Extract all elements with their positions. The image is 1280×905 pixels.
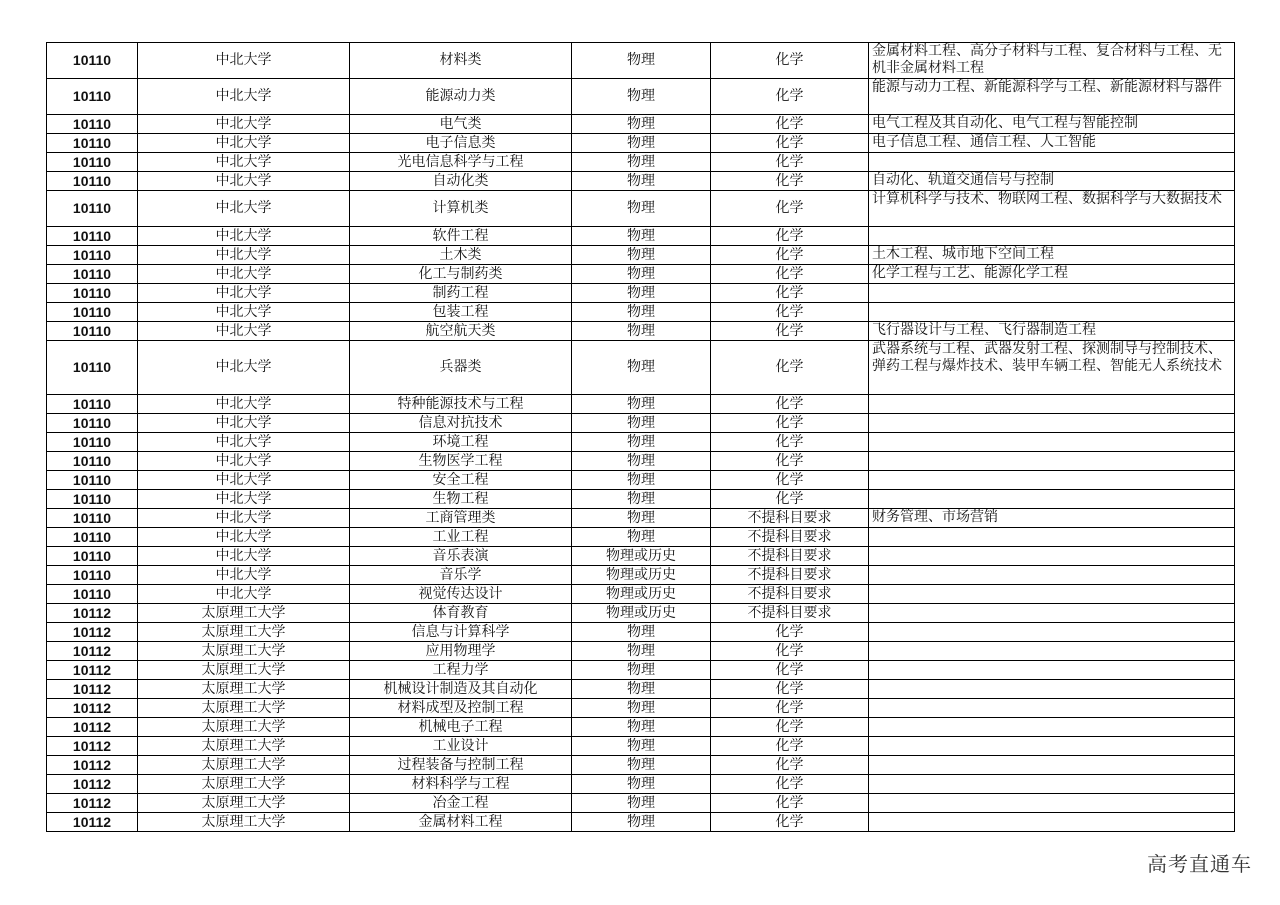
cell-school-code: 10112 [47,737,138,756]
cell-major: 视觉传达设计 [350,585,572,604]
cell-included-majors [869,153,1235,172]
cell-second-subject: 化学 [711,661,869,680]
cell-school-name: 中北大学 [138,547,350,566]
cell-major: 冶金工程 [350,794,572,813]
cell-school-name: 太原理工大学 [138,604,350,623]
cell-major: 航空航天类 [350,322,572,341]
cell-school-code: 10110 [47,134,138,153]
cell-included-majors [869,737,1235,756]
cell-second-subject: 化学 [711,642,869,661]
cell-included-majors [869,585,1235,604]
cell-school-code: 10110 [47,490,138,509]
cell-major: 能源动力类 [350,79,572,115]
cell-second-subject: 化学 [711,284,869,303]
cell-first-subject: 物理 [572,433,711,452]
cell-included-majors [869,471,1235,490]
cell-school-name: 中北大学 [138,191,350,227]
cell-school-code: 10110 [47,43,138,79]
table-body [47,43,1235,832]
cell-school-code: 10112 [47,680,138,699]
cell-second-subject: 化学 [711,43,869,79]
cell-second-subject: 化学 [711,623,869,642]
cell-first-subject: 物理 [572,322,711,341]
cell-second-subject: 化学 [711,341,869,395]
table-row [47,303,1235,322]
cell-school-name: 太原理工大学 [138,718,350,737]
table-row [47,604,1235,623]
cell-school-code: 10110 [47,414,138,433]
cell-major: 计算机类 [350,191,572,227]
cell-school-code: 10110 [47,115,138,134]
cell-school-code: 10110 [47,284,138,303]
cell-included-majors [869,604,1235,623]
cell-major: 自动化类 [350,172,572,191]
cell-major: 信息对抗技术 [350,414,572,433]
cell-school-name: 太原理工大学 [138,661,350,680]
cell-school-name: 中北大学 [138,341,350,395]
cell-first-subject: 物理 [572,341,711,395]
table-row [47,509,1235,528]
cell-included-majors [869,642,1235,661]
cell-first-subject: 物理 [572,490,711,509]
cell-major: 体育教育 [350,604,572,623]
cell-school-name: 中北大学 [138,322,350,341]
cell-first-subject: 物理 [572,265,711,284]
cell-major: 环境工程 [350,433,572,452]
cell-school-code: 10112 [47,604,138,623]
table-row [47,718,1235,737]
table-row [47,528,1235,547]
cell-school-code: 10110 [47,322,138,341]
table-row [47,341,1235,395]
table-row [47,79,1235,115]
cell-school-name: 中北大学 [138,414,350,433]
cell-major: 光电信息科学与工程 [350,153,572,172]
cell-major: 安全工程 [350,471,572,490]
cell-first-subject: 物理 [572,623,711,642]
table-row [47,395,1235,414]
cell-second-subject: 化学 [711,452,869,471]
cell-included-majors [869,680,1235,699]
cell-included-majors: 土木工程、城市地下空间工程 [869,246,1235,265]
cell-second-subject: 化学 [711,699,869,718]
table-row [47,775,1235,794]
cell-first-subject: 物理或历史 [572,585,711,604]
table-row [47,227,1235,246]
cell-first-subject: 物理 [572,509,711,528]
cell-major: 土木类 [350,246,572,265]
cell-major: 工商管理类 [350,509,572,528]
cell-major: 材料成型及控制工程 [350,699,572,718]
cell-school-name: 中北大学 [138,284,350,303]
cell-school-code: 10112 [47,794,138,813]
cell-school-name: 中北大学 [138,471,350,490]
cell-major: 工业设计 [350,737,572,756]
cell-included-majors [869,227,1235,246]
table-row [47,191,1235,227]
cell-first-subject: 物理 [572,699,711,718]
cell-included-majors [869,452,1235,471]
cell-second-subject: 化学 [711,303,869,322]
cell-included-majors [869,284,1235,303]
cell-included-majors: 能源与动力工程、新能源科学与工程、新能源材料与器件 [869,79,1235,115]
cell-second-subject: 化学 [711,134,869,153]
table-row [47,642,1235,661]
cell-first-subject: 物理 [572,191,711,227]
cell-school-name: 中北大学 [138,265,350,284]
cell-school-code: 10112 [47,699,138,718]
cell-second-subject: 化学 [711,490,869,509]
cell-second-subject: 化学 [711,191,869,227]
cell-school-name: 中北大学 [138,153,350,172]
cell-school-name: 中北大学 [138,227,350,246]
table-row [47,265,1235,284]
cell-second-subject: 化学 [711,794,869,813]
cell-first-subject: 物理 [572,115,711,134]
cell-major: 机械电子工程 [350,718,572,737]
cell-school-name: 中北大学 [138,172,350,191]
cell-second-subject: 化学 [711,227,869,246]
cell-school-name: 中北大学 [138,433,350,452]
cell-major: 工业工程 [350,528,572,547]
cell-school-code: 10110 [47,341,138,395]
cell-second-subject: 化学 [711,246,869,265]
cell-first-subject: 物理 [572,775,711,794]
table-row [47,414,1235,433]
cell-second-subject: 化学 [711,680,869,699]
table-row [47,699,1235,718]
cell-school-code: 10112 [47,813,138,832]
table-row [47,566,1235,585]
cell-school-name: 太原理工大学 [138,775,350,794]
cell-school-code: 10110 [47,191,138,227]
cell-first-subject: 物理 [572,153,711,172]
cell-school-code: 10112 [47,642,138,661]
cell-first-subject: 物理 [572,471,711,490]
cell-school-name: 中北大学 [138,115,350,134]
cell-first-subject: 物理 [572,680,711,699]
cell-second-subject: 化学 [711,813,869,832]
cell-first-subject: 物理 [572,452,711,471]
cell-included-majors: 飞行器设计与工程、飞行器制造工程 [869,322,1235,341]
cell-major: 音乐学 [350,566,572,585]
cell-school-code: 10110 [47,509,138,528]
cell-first-subject: 物理 [572,528,711,547]
cell-included-majors [869,303,1235,322]
cell-major: 工程力学 [350,661,572,680]
cell-major: 制药工程 [350,284,572,303]
cell-first-subject: 物理 [572,79,711,115]
cell-included-majors [869,623,1235,642]
cell-school-code: 10110 [47,528,138,547]
table-row [47,134,1235,153]
table-row [47,433,1235,452]
cell-second-subject: 不提科目要求 [711,528,869,547]
table-row [47,452,1235,471]
cell-major: 材料科学与工程 [350,775,572,794]
cell-school-code: 10110 [47,79,138,115]
cell-second-subject: 化学 [711,718,869,737]
cell-included-majors [869,528,1235,547]
cell-first-subject: 物理 [572,661,711,680]
cell-included-majors [869,718,1235,737]
cell-major: 信息与计算科学 [350,623,572,642]
cell-school-name: 中北大学 [138,395,350,414]
cell-school-code: 10110 [47,433,138,452]
cell-school-name: 中北大学 [138,452,350,471]
cell-major: 包装工程 [350,303,572,322]
cell-second-subject: 化学 [711,433,869,452]
cell-first-subject: 物理 [572,43,711,79]
cell-included-majors [869,756,1235,775]
cell-school-code: 10110 [47,452,138,471]
cell-included-majors [869,566,1235,585]
cell-first-subject: 物理或历史 [572,566,711,585]
cell-included-majors [869,414,1235,433]
cell-major: 电气类 [350,115,572,134]
cell-major: 生物医学工程 [350,452,572,471]
cell-school-name: 太原理工大学 [138,680,350,699]
table-row [47,547,1235,566]
cell-second-subject: 化学 [711,775,869,794]
cell-included-majors [869,395,1235,414]
table-row [47,756,1235,775]
cell-school-name: 太原理工大学 [138,737,350,756]
table-row [47,794,1235,813]
cell-school-code: 10110 [47,471,138,490]
cell-first-subject: 物理 [572,395,711,414]
cell-school-code: 10110 [47,265,138,284]
table-row [47,43,1235,79]
table-row [47,585,1235,604]
cell-first-subject: 物理 [572,227,711,246]
cell-second-subject: 不提科目要求 [711,509,869,528]
table-row [47,153,1235,172]
cell-major: 金属材料工程 [350,813,572,832]
cell-school-name: 太原理工大学 [138,699,350,718]
table-row [47,661,1235,680]
cell-second-subject: 不提科目要求 [711,547,869,566]
cell-included-majors [869,699,1235,718]
cell-school-code: 10110 [47,585,138,604]
cell-included-majors [869,794,1235,813]
cell-school-name: 中北大学 [138,246,350,265]
requirements-table [46,42,1235,832]
cell-school-code: 10110 [47,246,138,265]
cell-included-majors: 自动化、轨道交通信号与控制 [869,172,1235,191]
cell-school-code: 10112 [47,775,138,794]
cell-second-subject: 化学 [711,115,869,134]
cell-school-name: 中北大学 [138,43,350,79]
cell-included-majors [869,490,1235,509]
cell-first-subject: 物理或历史 [572,547,711,566]
cell-school-name: 太原理工大学 [138,642,350,661]
cell-first-subject: 物理 [572,737,711,756]
table-row [47,623,1235,642]
cell-second-subject: 化学 [711,395,869,414]
cell-school-code: 10110 [47,395,138,414]
cell-second-subject: 化学 [711,756,869,775]
cell-school-code: 10110 [47,547,138,566]
table-row [47,115,1235,134]
cell-included-majors [869,433,1235,452]
table-row [47,813,1235,832]
table-row [47,680,1235,699]
cell-second-subject: 不提科目要求 [711,585,869,604]
cell-school-name: 中北大学 [138,566,350,585]
cell-school-name: 中北大学 [138,79,350,115]
table-row [47,284,1235,303]
table-row [47,172,1235,191]
cell-major: 过程装备与控制工程 [350,756,572,775]
cell-second-subject: 化学 [711,471,869,490]
cell-school-name: 太原理工大学 [138,813,350,832]
cell-first-subject: 物理 [572,794,711,813]
cell-second-subject: 化学 [711,265,869,284]
cell-included-majors [869,547,1235,566]
cell-major: 机械设计制造及其自动化 [350,680,572,699]
cell-first-subject: 物理 [572,642,711,661]
cell-included-majors [869,661,1235,680]
cell-major: 兵器类 [350,341,572,395]
cell-major: 生物工程 [350,490,572,509]
cell-major: 软件工程 [350,227,572,246]
cell-school-name: 中北大学 [138,585,350,604]
cell-school-name: 中北大学 [138,509,350,528]
cell-included-majors [869,813,1235,832]
cell-first-subject: 物理 [572,718,711,737]
cell-second-subject: 化学 [711,172,869,191]
cell-second-subject: 化学 [711,737,869,756]
cell-first-subject: 物理 [572,246,711,265]
watermark-text: 高考直通车 [1147,852,1252,876]
cell-first-subject: 物理 [572,756,711,775]
cell-school-code: 10110 [47,227,138,246]
cell-school-code: 10110 [47,172,138,191]
cell-second-subject: 化学 [711,322,869,341]
table-row [47,246,1235,265]
cell-first-subject: 物理 [572,414,711,433]
cell-included-majors: 电子信息工程、通信工程、人工智能 [869,134,1235,153]
cell-school-name: 太原理工大学 [138,623,350,642]
cell-school-name: 太原理工大学 [138,794,350,813]
cell-included-majors: 化学工程与工艺、能源化学工程 [869,265,1235,284]
cell-included-majors: 计算机科学与技术、物联网工程、数据科学与大数据技术 [869,191,1235,227]
cell-first-subject: 物理 [572,134,711,153]
cell-second-subject: 化学 [711,153,869,172]
cell-school-code: 10112 [47,623,138,642]
cell-school-code: 10112 [47,756,138,775]
cell-included-majors: 财务管理、市场营销 [869,509,1235,528]
cell-second-subject: 化学 [711,79,869,115]
cell-first-subject: 物理 [572,172,711,191]
cell-included-majors [869,775,1235,794]
cell-first-subject: 物理 [572,813,711,832]
cell-major: 电子信息类 [350,134,572,153]
cell-major: 材料类 [350,43,572,79]
cell-second-subject: 化学 [711,414,869,433]
cell-major: 化工与制药类 [350,265,572,284]
cell-school-code: 10112 [47,718,138,737]
cell-school-name: 中北大学 [138,490,350,509]
table-row [47,471,1235,490]
cell-school-code: 10112 [47,661,138,680]
cell-school-code: 10110 [47,566,138,585]
cell-included-majors: 金属材料工程、高分子材料与工程、复合材料与工程、无机非金属材料工程 [869,43,1235,79]
table-row [47,490,1235,509]
cell-first-subject: 物理 [572,303,711,322]
cell-second-subject: 不提科目要求 [711,566,869,585]
table-row [47,737,1235,756]
cell-second-subject: 不提科目要求 [711,604,869,623]
cell-school-name: 中北大学 [138,134,350,153]
cell-first-subject: 物理 [572,284,711,303]
cell-major: 音乐表演 [350,547,572,566]
cell-school-name: 中北大学 [138,303,350,322]
cell-school-name: 太原理工大学 [138,756,350,775]
cell-included-majors: 电气工程及其自动化、电气工程与智能控制 [869,115,1235,134]
cell-school-name: 中北大学 [138,528,350,547]
cell-included-majors: 武器系统与工程、武器发射工程、探测制导与控制技术、弹药工程与爆炸技术、装甲车辆工程、智能无人系统技术 [869,341,1235,395]
cell-major: 特种能源技术与工程 [350,395,572,414]
cell-school-code: 10110 [47,303,138,322]
cell-major: 应用物理学 [350,642,572,661]
table-row [47,322,1235,341]
cell-first-subject: 物理或历史 [572,604,711,623]
cell-school-code: 10110 [47,153,138,172]
